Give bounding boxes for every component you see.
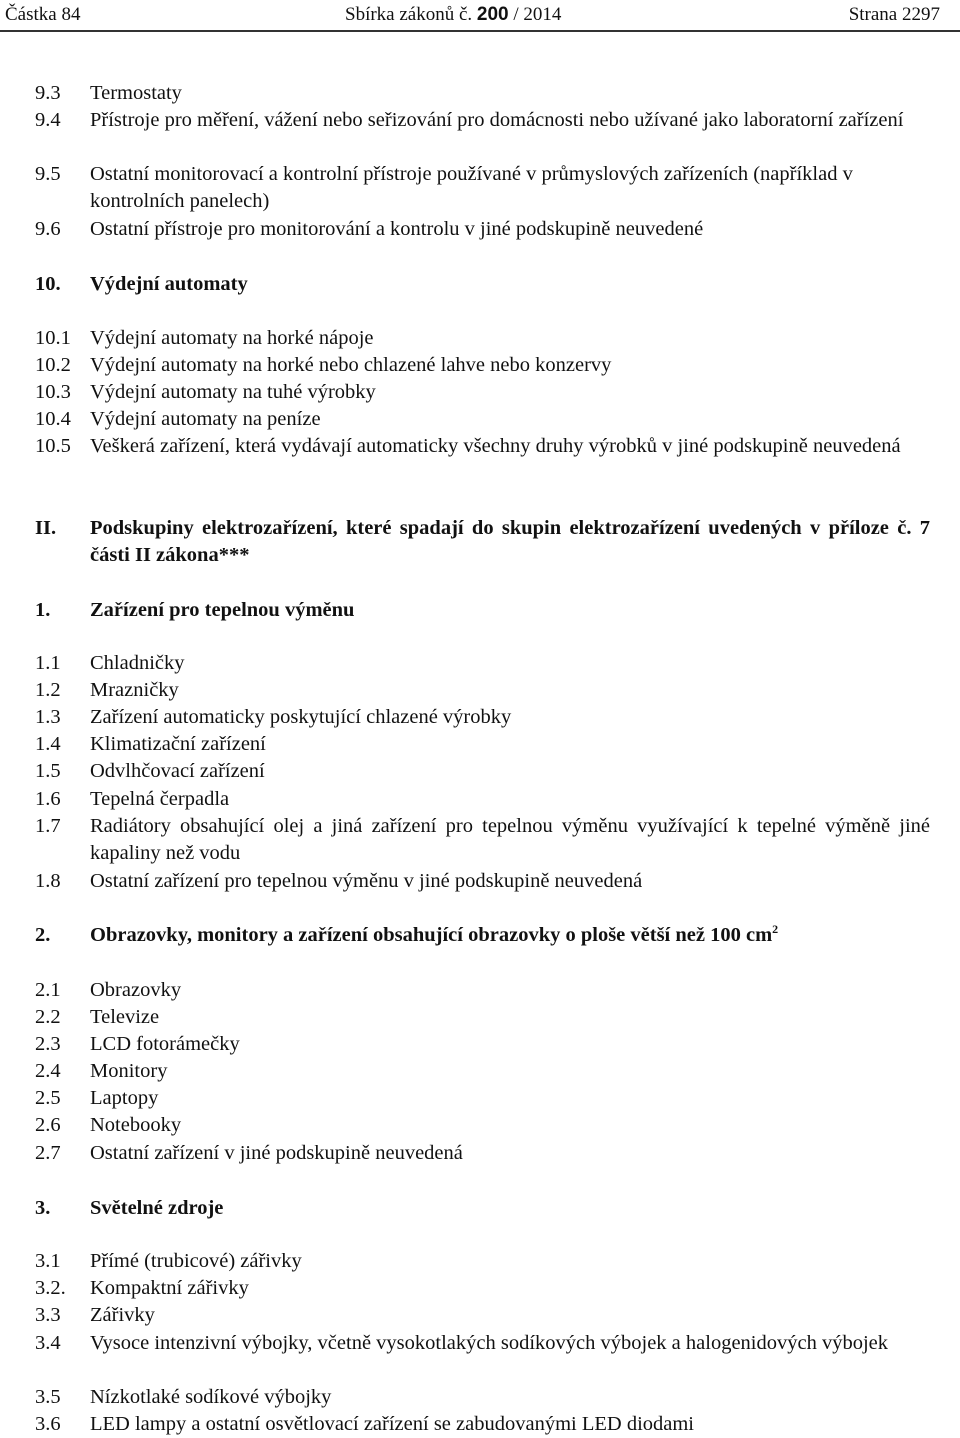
section-number: 1. <box>35 599 51 621</box>
item-number: 9.3 <box>35 82 61 104</box>
item-text: Ostatní monitorovací a kontrolní přístroje používané v průmyslových zařízeních (například v kontrolních panelech) <box>90 163 853 212</box>
item-number: 2.2 <box>35 1006 61 1028</box>
section-title: Světelné zdroje <box>90 1197 224 1219</box>
item-number: 9.4 <box>35 109 61 131</box>
item-text: Zařízení automaticky poskytující chlazené výrobky <box>90 706 512 728</box>
item-text: Výdejní automaty na peníze <box>90 408 321 430</box>
item-number: 3.5 <box>35 1386 61 1408</box>
item-text: Kompaktní zářivky <box>90 1277 249 1299</box>
section-title <box>90 922 930 949</box>
item-number: 2.4 <box>35 1060 61 1082</box>
item-text: Výdejní automaty na tuhé výrobky <box>90 381 376 403</box>
item-text: Nízkotlaké sodíkové výbojky <box>90 1386 332 1408</box>
section-number: 2. <box>35 924 51 946</box>
item-text: Výdejní automaty na horké nápoje <box>90 327 374 349</box>
item-text: Veškerá zařízení, která vydávají automaticky všechny druhy výrobků v jiné podskupině neuvedená <box>90 435 901 457</box>
item-number: 1.8 <box>35 870 61 892</box>
item-text: Přístroje pro měření, vážení nebo seřizování pro domácnosti nebo užívané jako laboratorní zařízení <box>90 109 904 131</box>
item-number: 1.6 <box>35 788 61 810</box>
item-number: 1.3 <box>35 706 61 728</box>
part-number: II. <box>35 517 57 539</box>
item-number: 3.2. <box>35 1277 66 1299</box>
item-text: Chladničky <box>90 652 185 674</box>
item-text: Zářivky <box>90 1304 155 1326</box>
page-header <box>0 0 960 32</box>
item-number: 10.1 <box>35 327 71 349</box>
item-text: Obrazovky <box>90 979 182 1001</box>
item-number: 3.3 <box>35 1304 61 1326</box>
item-number: 3.4 <box>35 1332 61 1354</box>
header-page-number: Strana 2297 <box>848 4 940 25</box>
item-text: Klimatizační zařízení <box>90 733 266 755</box>
item-number: 2.5 <box>35 1087 61 1109</box>
header-collection <box>345 4 561 26</box>
item-text: Monitory <box>90 1060 168 1082</box>
item-number: 3.6 <box>35 1413 61 1435</box>
item-number: 10.5 <box>35 435 71 457</box>
item-number: 10.2 <box>35 354 71 376</box>
header-part: Částka 84 <box>5 4 81 25</box>
item-number: 1.5 <box>35 760 61 782</box>
part-title: Podskupiny elektrozařízení, které spadají do skupin elektrozařízení uvedených v příloze č. 7 části II zákona*** <box>90 517 930 566</box>
item-text: Notebooky <box>90 1114 182 1136</box>
item-text: Ostatní zařízení v jiné podskupině neuvedená <box>90 1142 463 1164</box>
item-number: 1.4 <box>35 733 61 755</box>
item-number: 2.1 <box>35 979 61 1001</box>
section-number: 10. <box>35 273 61 295</box>
item-text: Ostatní zařízení pro tepelnou výměnu v jiné podskupině neuvedená <box>90 870 643 892</box>
item-text: LED lampy a ostatní osvětlovací zařízení se zabudovanými LED diodami <box>90 1413 694 1435</box>
item-text: LCD fotorámečky <box>90 1033 240 1055</box>
item-number: 1.1 <box>35 652 61 674</box>
item-text: Laptopy <box>90 1087 159 1109</box>
header-collection-suffix: / 2014 <box>513 4 562 25</box>
item-number: 1.2 <box>35 679 61 701</box>
item-number: 9.5 <box>35 163 61 185</box>
superscript: 2 <box>772 922 779 937</box>
item-text: Mrazničky <box>90 679 179 701</box>
section-title: Zařízení pro tepelnou výměnu <box>90 599 355 621</box>
section-title: Výdejní automaty <box>90 273 248 295</box>
item-number: 2.7 <box>35 1142 61 1164</box>
item-number: 2.6 <box>35 1114 61 1136</box>
item-text: Tepelná čerpadla <box>90 788 230 810</box>
item-text: Televize <box>90 1006 160 1028</box>
section-number: 3. <box>35 1197 51 1219</box>
item-number: 1.7 <box>35 815 61 837</box>
item-number: 10.4 <box>35 408 71 430</box>
header-collection-prefix: Sbírka zákonů č. <box>345 4 473 25</box>
item-text: Radiátory obsahující olej a jiná zařízení pro tepelnou výměnu využívající k tepelné výměně jiné kapaliny než vodu <box>90 815 930 864</box>
item-text: Odvlhčovací zařízení <box>90 760 265 782</box>
item-number: 3.1 <box>35 1250 61 1272</box>
item-text: Vysoce intenzivní výbojky, včetně vysokotlakých sodíkových výbojek a halogenidových výbojek <box>90 1332 889 1354</box>
item-number: 2.3 <box>35 1033 61 1055</box>
item-number: 10.3 <box>35 381 71 403</box>
item-text: Ostatní přístroje pro monitorování a kontrolu v jiné podskupině neuvedené <box>90 218 704 240</box>
item-text: Termostaty <box>90 82 182 104</box>
item-number: 9.6 <box>35 218 61 240</box>
section-title-text: Obrazovky, monitory a zařízení obsahující obrazovky o ploše větší než 100 cm <box>90 924 773 946</box>
item-text: Výdejní automaty na horké nebo chlazené lahve nebo konzervy <box>90 354 612 376</box>
header-collection-number: 200 <box>476 4 509 25</box>
item-text: Přímé (trubicové) zářivky <box>90 1250 302 1272</box>
